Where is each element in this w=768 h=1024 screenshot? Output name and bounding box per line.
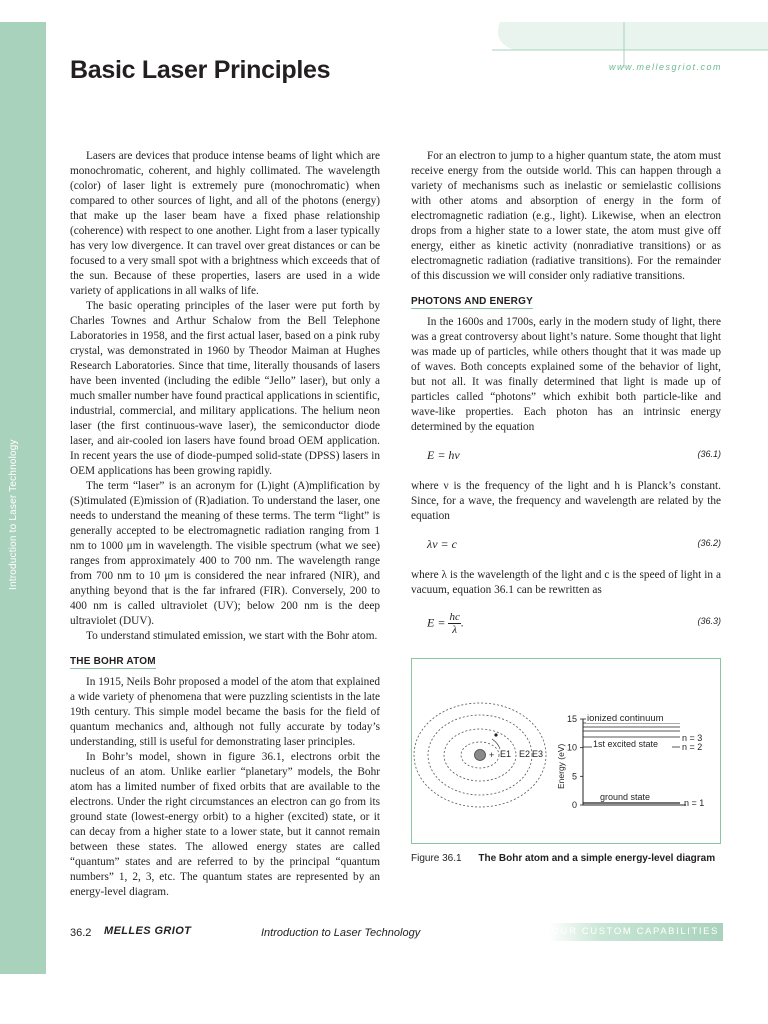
orbit-label-e2: E2 (519, 749, 531, 759)
section-heading-photons: PHOTONS AND ENERGY (411, 296, 533, 307)
footer-book-title: Introduction to Laser Technology (261, 927, 421, 939)
figure-title: The Bohr atom and a simple energy-level diagram (478, 853, 716, 864)
fraction-denominator: λ (452, 624, 458, 636)
equation-36-2 (411, 534, 721, 556)
level-label-ground: ground state (600, 792, 651, 802)
n-label-1: n = 1 (684, 798, 705, 808)
website-url[interactable]: www.mellesgriot.com (608, 62, 722, 72)
n-label-3: n = 3 (682, 733, 703, 743)
fraction-numerator: hc (449, 611, 460, 623)
orbit-label-e3: E3 (532, 749, 544, 759)
left-column (70, 149, 380, 900)
footer-logo: MELLES GRIOT (104, 925, 192, 937)
y-tick-label: 5 (571, 771, 577, 782)
paragraph-bohr-2: In Bohr’s model, shown in figure 36.1, electrons orbit the nucleus of an atom. Unlike earlier “planetary” models, the Bohr atom has a limited number of fixed orbits that are available to the electrons. Under the right circumstances an electron can go from its ground state (lowest-energy orbit) to a higher (excited) state, or it can decay from a higher state to a lower state, but it cannot remain between these states. The allowed energy states are called “quantum” states and are referred to by the principal “quantum numbers” 1, 2, 3, etc. The quantum states are represented by an energy-level diagram. (70, 751, 380, 898)
equation-lhs: E = (427, 615, 446, 630)
equation-36-3 (411, 608, 721, 638)
figure-number: Figure 36.1 (411, 853, 462, 864)
orbit-label-e1: E1 (500, 749, 512, 759)
sidebar-label: Introduction to Laser Technology (8, 439, 19, 590)
level-label-ionized: ionized continuum (587, 713, 664, 724)
nucleus (475, 750, 486, 761)
equation-expression: E = hν (427, 448, 460, 462)
equation-expression: λν = c (427, 537, 457, 551)
y-axis-label: Energy (eV) (556, 743, 566, 789)
y-tick-label: 10 (566, 742, 577, 753)
equation-fraction (448, 611, 460, 636)
paragraph-history: The basic operating principles of the laser were put forth by Charles Townes and Arthur Schalow from the Bell Telephone Laboratories in 1958, and the first actual laser, based on a pink ruby crystal, was demonstrated in 1960 by Theodor Maiman at Hughes Research Laboratories. Since that time, literally thousands of lasers have been invented (including the edible “Jello” laser), but only a much smaller number have found practical applications in scientific, industrial, commercial, and military applications. The helium neon laser (the first continuous-wave laser), the semiconductor diode laser, and air-cooled ion lasers have found broad OEM application. In recent years the use of diode-pumped solid-state (DPSS) lasers in OEM applications has been growing rapidly. (70, 300, 380, 477)
n-label-2: n = 2 (682, 742, 703, 752)
electron (494, 733, 497, 736)
paragraph-photons: In the 1600s and 1700s, early in the modern study of light, there was a great controversy about light’s nature. Some thought that light was made up of particles, while others thought that it was made up of waves. Both concepts explained some of the behavior of light, but not all. It was finally determined that light is made up of particles called “photons” which exhibit both particle-like and wave-like properties. Each photon has an intrinsic energy determined by the equation (411, 316, 721, 433)
equation-tail: . (460, 615, 464, 630)
section-heading-bohr-atom: THE BOHR ATOM (70, 656, 156, 667)
footer-page-number: 36.2 (70, 927, 92, 939)
right-column (411, 149, 721, 650)
paragraph-after-eq2: where λ is the wavelength of the light and c is the speed of light in a vacuum, equation 36.1 can be rewritten as (411, 569, 721, 596)
paragraph-intro: Lasers are devices that produce intense beams of light which are monochromatic, coherent, and highly collimated. The wavelength (color) of laser light is extremely pure (monochromatic) when compared to other sources of light, and all of the photons (energy) that make up the laser beam have a fixed phase relationship (coherence) with respect to one another. Light from a laser typically has very low divergence. It can travel over great distances or can be focused to a very small spot with a brightness which exceeds that of the sun. Because of these properties, lasers are used in a wide variety of applications in all walks of life. (70, 150, 380, 297)
equation-number: (36.3) (697, 616, 721, 626)
figure-caption (411, 852, 721, 865)
sidebar-band (0, 22, 46, 974)
y-tick-label: 0 (571, 800, 577, 810)
y-ticks (567, 714, 583, 810)
footer-ask-text[interactable]: ASK ABOUT OUR CUSTOM CAPABILITIES (479, 926, 719, 937)
equation-number: (36.1) (697, 449, 721, 459)
nucleus-sign: + (489, 750, 495, 760)
paragraph-bohr-1: In 1915, Neils Bohr proposed a model of the atom that explained a wide variety of phenomena that were puzzling scientists in the late 19th century. This simple model became the basis for the field of quantum mechanics and, although not fully accurate by today’s understanding, still is useful for demonstrating laser principles. (70, 676, 380, 748)
page-title: Basic Laser Principles (70, 56, 331, 84)
paragraph-stimulated: To understand stimulated emission, we start with the Bohr atom. (86, 630, 378, 642)
y-tick-label: 15 (566, 714, 577, 724)
paragraph-acronym: The term “laser” is an acronym for (L)ight (A)mplification by (S)timulated (E)mission of (R)adiation. To understand the laser, one needs to understand the meaning of these terms. The term “light” is generally accepted to be electromagnetic radiation ranging from 1 nm to 1000 μm in wavelength. The visible spectrum (what we see) ranges from approximately 400 to 700 nm. The wavelength range from 700 nm to 10 μm is considered the near infrared (NIR), and anything beyond that is the far infrared (FIR). Conversely, 200 to 400 nm is called ultraviolet (UV); below 200 nm is the deep ultraviolet (DUV). (70, 480, 380, 627)
figure-box (411, 658, 721, 844)
paragraph-after-eq1: where ν is the frequency of the light and h is Planck’s constant. Since, for a wave, the frequency and wavelength are related by the equation (411, 480, 721, 522)
equation-expression (427, 611, 464, 636)
level-label-excited: 1st excited state (593, 739, 659, 749)
equation-36-1 (411, 445, 721, 467)
paragraph-quantum-jump: For an electron to jump to a higher quantum state, the atom must receive energy from the outside world. This can happen through a variety of mechanisms such as inelastic or semielastic collisions with other atoms and absorption of energy in the form of electromagnetic radiation (e.g., light). Likewise, when an electron drops from a higher state to a lower state, the atom must give off energy, either as kinetic activity (nonradiative transitions) or as electromagnetic radiation (radiative transitions). For the remainder of this discussion we will consider only radiative transitions. (411, 150, 721, 282)
equation-number: (36.2) (697, 538, 721, 548)
bohr-figure (412, 659, 720, 843)
footer-ask-banner[interactable] (479, 923, 723, 941)
